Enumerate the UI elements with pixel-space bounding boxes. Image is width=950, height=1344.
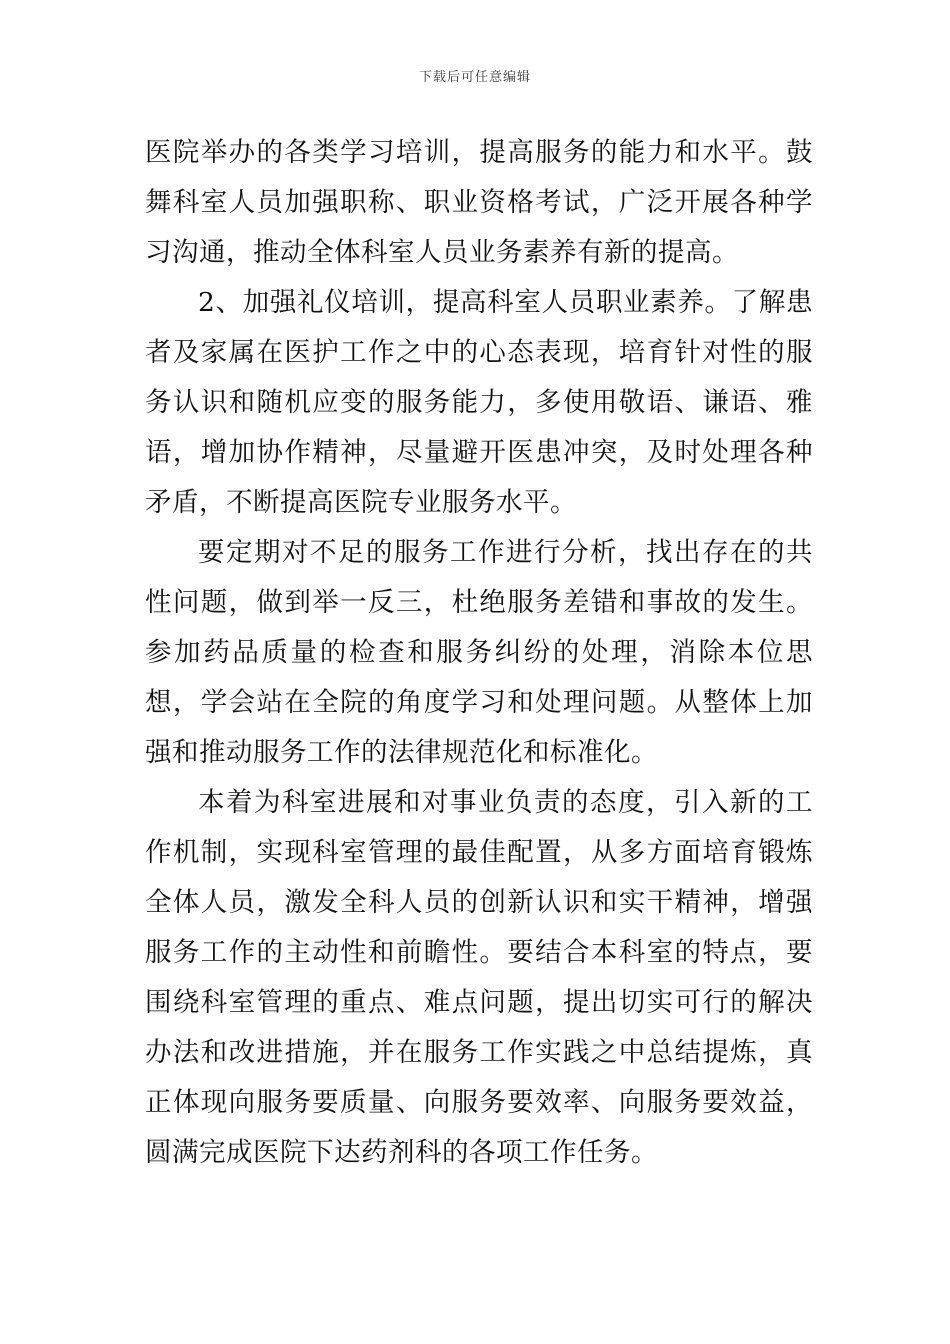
- document-body: [145, 128, 813, 1178]
- paragraph-1: 医院举办的各类学习培训，提高服务的能力和水平。鼓舞科室人员加强职称、职业资格考试，广泛开展各种学习沟通，推动全体科室人员业务素养有新的提高。: [145, 137, 813, 268]
- header-note: 下载后可任意编辑: [418, 70, 531, 85]
- paragraph-4: 本着为科室进展和对事业负责的态度，引入新的工作机制，实现科室管理的最佳配置，从多方面培育锻炼全体人员，激发全科人员的创新认识和实干精神，增强服务工作的主动性和前瞻性。要结合本科室的特点，要围绕科室管理的重点、难点问题，提出切实可行的解决办法和改进措施，并在服务工作实践之中总结提炼，真正体现向服务要质量、向服务要效率、向服务要效益，圆满完成医院下达药剂科的各项工作任务。: [145, 787, 813, 1168]
- paragraph-3: 要定期对不足的服务工作进行分析，找出存在的共性问题，做到举一反三，杜绝服务差错和事故的发生。参加药品质量的检查和服务纠纷的处理，消除本位思想，学会站在全院的角度学习和处理问题。从整体上加强和推动服务工作的法律规范化和标准化。: [145, 537, 813, 768]
- paragraph-2: 2、加强礼仪培训，提高科室人员职业素养。了解患者及家属在医护工作之中的心态表现，培育针对性的服务认识和随机应变的服务能力，多使用敬语、谦语、雅语，增加协作精神，尽量避开医患冲突，及时处理各种矛盾，不断提高医院专业服务水平。: [145, 287, 813, 518]
